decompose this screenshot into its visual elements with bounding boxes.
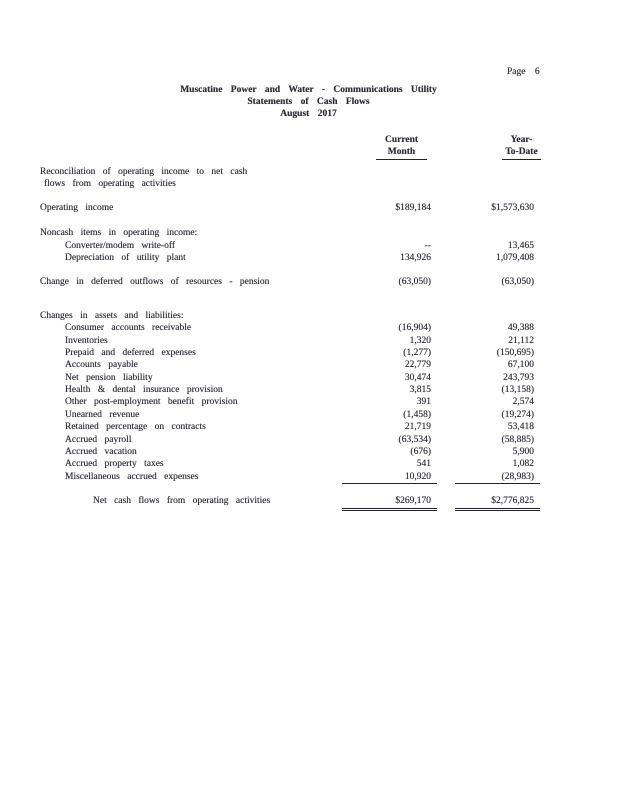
document-title: Muscatine Power and Water - Communications Utility (180, 85, 437, 95)
year-to-date-value: $2,776,825 (455, 495, 540, 510)
statement-row (0, 434, 617, 446)
row-label: Other post-employment benefit provision (65, 397, 238, 408)
section-changes-assets-liabilities (0, 310, 617, 483)
year-to-date-value: (63,050) (501, 277, 534, 288)
current-month-value: 541 (416, 459, 431, 470)
row-label: Retained percentage on contracts (65, 422, 206, 433)
section-net-cash-flows-total (0, 495, 617, 507)
row-label: Net pension liability (65, 372, 153, 383)
statement-row (0, 384, 617, 396)
row-label: Reconciliation of operating income to net cash (40, 167, 248, 177)
statement-row (0, 495, 617, 507)
statement-row (0, 359, 617, 371)
row-label: Inventories (65, 335, 108, 346)
current-month-value: (1,458) (403, 409, 431, 420)
year-to-date-value: 1,079,408 (496, 252, 534, 263)
statement-row (0, 471, 617, 483)
current-month-value: 134,926 (400, 252, 431, 263)
current-month-value: 10,920 (342, 471, 437, 484)
column-header-spacer (40, 134, 342, 160)
current-month-value: 391 (416, 397, 431, 408)
statement-row (0, 446, 617, 458)
statement-row (0, 409, 617, 421)
section-noncash-items (0, 227, 617, 264)
statement-row (0, 166, 617, 178)
row-label: Accrued property taxes (65, 459, 164, 470)
statement-row (0, 227, 617, 239)
year-to-date-value: 2,574 (512, 397, 534, 408)
row-label: Health & dental insurance provision (65, 385, 223, 396)
statement-row (0, 396, 617, 408)
year-to-date-value: 67,100 (507, 360, 534, 371)
year-to-date-value: 21,112 (508, 335, 534, 346)
year-to-date-value: 243,793 (503, 372, 534, 383)
row-label: Change in deferred outflows of resources - pension (40, 277, 270, 288)
current-month-value: (16,904) (398, 323, 431, 334)
current-month-value: 30,474 (404, 372, 431, 383)
row-label: Noncash items in operating income: (40, 228, 198, 239)
current-month-value: (63,050) (398, 277, 431, 288)
current-month-value: 22,779 (404, 360, 431, 371)
row-label: Changes in assets and liabilities: (40, 310, 184, 321)
row-label: Prepaid and deferred expenses (65, 347, 196, 358)
row-label: Net cash flows from operating activities (93, 496, 271, 507)
statement-table (0, 166, 617, 508)
year-to-date-value: 13,465 (507, 240, 534, 251)
current-month-value: 3,815 (409, 385, 431, 396)
statement-row (0, 276, 617, 288)
year-to-date-value: (58,885) (501, 434, 534, 445)
row-label: Depreciation of utility plant (65, 252, 186, 263)
year-to-date-value: (19,274) (501, 409, 534, 420)
page-number: Page 6 (507, 67, 540, 77)
column-header-ytd-line2: To-Date (502, 146, 540, 160)
current-month-value: $269,170 (342, 495, 437, 510)
year-to-date-value: 53,418 (507, 422, 534, 433)
section-deferred-outflows-pension (0, 276, 617, 288)
row-label: Accounts payable (65, 360, 138, 371)
column-header-year-to-date (455, 134, 540, 160)
row-label: Converter/modem write-off (65, 240, 176, 251)
statement-row (0, 335, 617, 347)
year-to-date-value: (28,983) (455, 471, 540, 484)
row-label: Accrued payroll (65, 434, 132, 445)
statement-row (0, 310, 617, 322)
column-header-ytd-line1: Year- (510, 135, 533, 145)
row-label: Accrued vacation (65, 447, 137, 458)
current-month-value: 21,719 (404, 422, 431, 433)
statement-row (0, 421, 617, 433)
current-month-value: (63,534) (398, 434, 431, 445)
row-label: Operating income (40, 202, 114, 213)
column-header-current-line1: Current (384, 135, 419, 145)
year-to-date-value: (150,695) (496, 347, 534, 358)
year-to-date-value: (13,158) (501, 385, 534, 396)
document-subtitle: Statements of Cash Flows (247, 97, 370, 108)
document-title-block (0, 84, 617, 121)
section-operating-income (0, 202, 617, 214)
row-label: Miscellaneous accrued expenses (65, 471, 199, 482)
section-reconciliation-heading (0, 166, 617, 191)
current-month-value: 1,320 (409, 335, 431, 346)
year-to-date-value: $1,573,630 (491, 202, 534, 213)
current-month-value: -- (424, 240, 431, 251)
statement-row (0, 178, 617, 190)
column-header-current-month (342, 134, 437, 160)
document-date: August 2017 (280, 109, 337, 120)
current-month-value: (1,277) (403, 347, 431, 358)
year-to-date-value: 5,900 (512, 447, 534, 458)
row-label: Consumer accounts receivable (65, 323, 192, 334)
current-month-value: $189,184 (395, 202, 431, 213)
statement-row (0, 252, 617, 264)
column-headers (0, 134, 617, 160)
statement-row (0, 458, 617, 470)
current-month-value: (676) (410, 447, 431, 458)
statement-row (0, 372, 617, 384)
year-to-date-value: 49,388 (507, 323, 534, 334)
row-label: flows from operating activities (44, 179, 176, 190)
statement-row (0, 202, 617, 214)
statement-row (0, 347, 617, 359)
statement-row (0, 240, 617, 252)
year-to-date-value: 1,082 (512, 459, 534, 470)
row-label: Unearned revenue (65, 409, 140, 420)
statement-row (0, 322, 617, 334)
column-header-current-line2: Month (376, 146, 427, 160)
